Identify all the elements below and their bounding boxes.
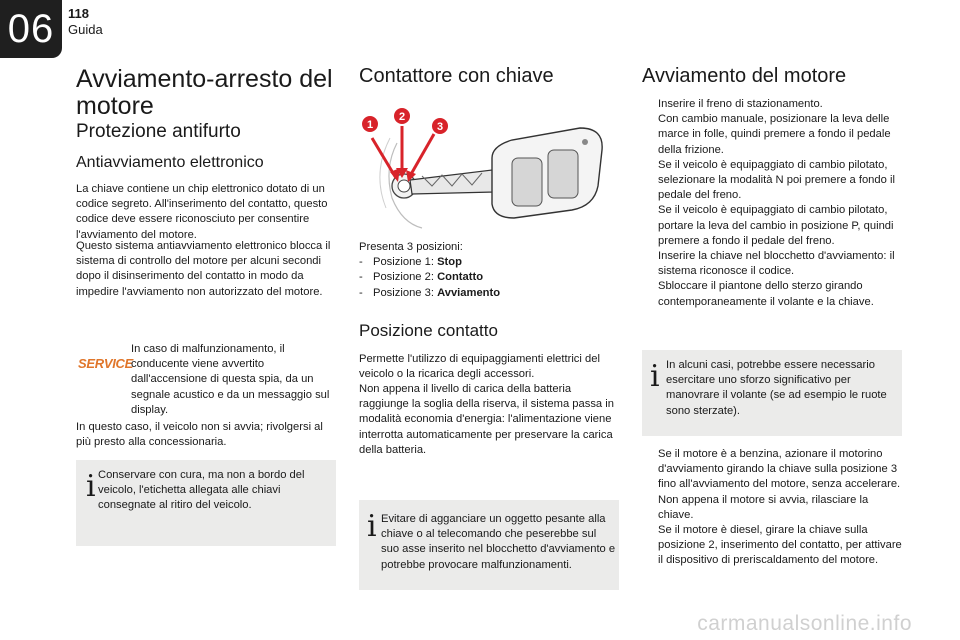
chapter-tab: 06 xyxy=(0,0,62,58)
fob-led xyxy=(582,139,588,145)
paragraph-service: In caso di malfunzionamento, il conducente viene avvertito dall'accensione di questa spia, da un segnale acustico e da un messaggio sul display. xyxy=(131,343,330,416)
subtitle-protezione: Protezione antifurto xyxy=(76,121,241,142)
service-warning-icon: SERVICE xyxy=(78,356,133,371)
position-item: - Posizione 3: Avviamento xyxy=(359,286,501,299)
step-item: Se il motore è a benzina, azionare il motorino d'avviamento girando la chiave sulla posizione 3 fino all'avviamento del motore, senza accelerare. Non appena il motore si avvia, rilasciare la chiave. xyxy=(658,448,901,521)
step-item: Se il veicolo è equipaggiato di cambio pilotato, selezionare la modalità N poi premere a fondo il pedale del freno. xyxy=(658,158,895,202)
fob-button-upper xyxy=(548,150,578,198)
badge-3-label: 3 xyxy=(436,121,444,133)
subsubtitle-antiavviamento: Antiavviamento elettronico xyxy=(76,154,264,171)
note-text-chiave: Evitare di agganciare un oggetto pesante alla chiave o al telecomando che peserebbe sul suo asse inserito nel blocchetto d'avviamento e potrebbe provocare malfunzionamenti. xyxy=(381,513,616,571)
position-item: - Posizione 2: Contatto xyxy=(359,271,484,284)
note-box-etichetta xyxy=(76,460,336,546)
arrow-position-3 xyxy=(410,134,434,176)
key-illustration xyxy=(362,98,612,238)
info-icon: i xyxy=(86,469,96,504)
paragraph-equipaggiamenti: Permette l'utilizzo di equipaggiamenti elettrici del veicolo o la ricarica degli accessori. xyxy=(359,353,600,381)
fob-button-lower xyxy=(512,158,542,206)
watermark: carmanualsonline.info xyxy=(697,612,912,635)
note-box-volante xyxy=(642,350,902,436)
section-name: Guida xyxy=(68,22,103,37)
subtitle-posizione-contatto: Posizione contatto xyxy=(359,321,498,340)
page-title: Avviamento-arresto del motore xyxy=(76,65,333,120)
paragraph-batteria: Non appena il livello di carica della batteria raggiunge la soglia della riserva, il sistema passa in modalità economia d'energia: l'alimentazione viene interrotta automaticamente per preservare la carica della batteria. xyxy=(359,383,614,456)
badge-1-label: 1 xyxy=(366,119,374,131)
paragraph-chip: La chiave contiene un chip elettronico dotato di un codice segreto. All'inserimento del contatto, questo codice deve essere riconosciuto per consentire l'avviamento del motore. xyxy=(76,183,328,241)
note-text-etichetta: Conservare con cura, ma non a bordo del veicolo, l'etichetta allegata alle chiavi consegnate al ritiro del veicolo. xyxy=(98,469,305,512)
step-item: Se il veicolo è equipaggiato di cambio pilotato, portare la leva del cambio in posizione P, quindi premere a fondo il pedale del freno. xyxy=(658,204,894,247)
positions-list xyxy=(359,255,599,301)
page-number: 118 xyxy=(68,6,89,21)
paragraph-antiavviamento: Questo sistema antiavviamento elettronico blocca il sistema di controllo del motore per alcuni secondi dopo il disinserimento del contatto in modo da impedire l'avviamento non autorizzato del motore. xyxy=(76,240,331,298)
ignition-cylinder xyxy=(398,180,410,192)
steps-list-2 xyxy=(642,447,906,569)
note-box-chiave xyxy=(359,500,619,590)
info-icon: i xyxy=(650,359,660,394)
note-text-volante: In alcuni casi, potrebbe essere necessario esercitare uno sforzo significativo per manovrare il volante (se ad esempio le ruote sono sterzate). xyxy=(666,359,887,417)
steps-list xyxy=(642,97,906,310)
step-item: Con cambio manuale, posizionare la leva delle marce in folle, quindi premere a fondo il pedale della frizione. xyxy=(658,113,891,156)
step-item: Se il motore è diesel, girare la chiave sulla posizione 2, inserimento del contatto, per attivare il dispositivo di preriscaldamento del motore. xyxy=(658,524,902,567)
paragraph-concessionaria: In questo caso, il veicolo non si avvia; rivolgersi al più presto alla concessionaria. xyxy=(76,421,323,449)
step-item: Sbloccare il piantone dello sterzo girando contemporaneamente il volante e la chiave. xyxy=(658,280,874,308)
badge-2-label: 2 xyxy=(398,111,406,123)
step-item: Inserire la chiave nel blocchetto d'avviamento: il sistema riconosce il codice. xyxy=(658,250,895,278)
title-contattore: Contattore con chiave xyxy=(359,65,554,87)
position-item: - Posizione 1: Stop xyxy=(359,256,462,268)
info-icon: i xyxy=(367,509,377,544)
step-item: Inserire il freno di stazionamento. xyxy=(658,98,823,110)
positions-intro: Presenta 3 posizioni: xyxy=(359,241,463,253)
title-avviamento: Avviamento del motore xyxy=(642,65,847,87)
